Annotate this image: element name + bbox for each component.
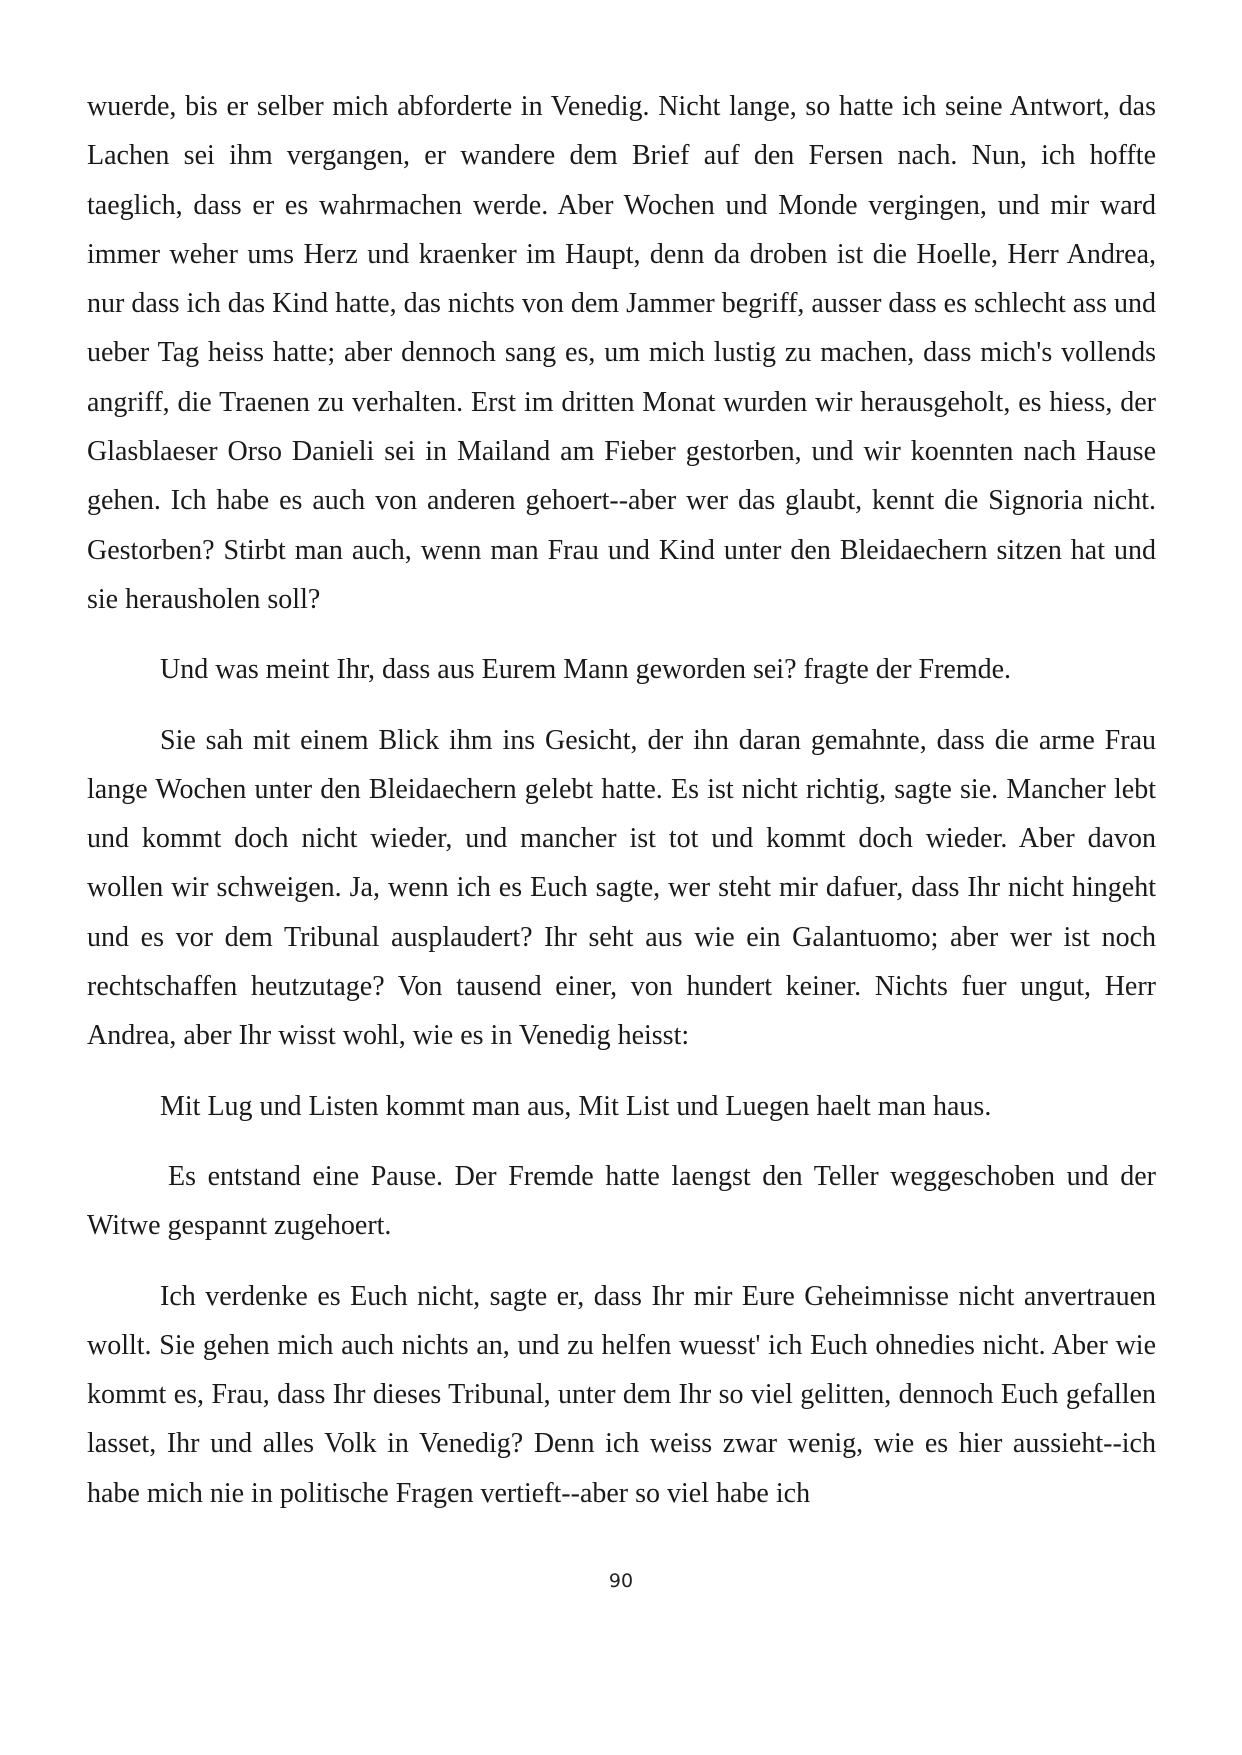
paragraph-4: Es entstand eine Pause. Der Fremde hatte laengst den Teller weggeschoben und der Witwe gespannt zugehoert. bbox=[87, 1160, 1156, 1242]
verse-line: Mit Lug und Listen kommt man aus, Mit List und Luegen haelt man haus. bbox=[160, 1090, 992, 1122]
page-body bbox=[87, 82, 1156, 1518]
page-number: 90 bbox=[608, 1570, 634, 1592]
paragraph-5: Ich verdenke es Euch nicht, sagte er, dass Ihr mir Eure Geheimnisse nicht anvertrauen wollt. Sie gehen mich auch nichts an, und zu helfen wuesst' ich Euch ohnedies nicht. Aber wie kommt es, Frau, dass Ihr dieses Tribunal, unter dem Ihr so viel gelitten, dennoch Euch gefallen lasset, Ihr und alles Volk in Venedig? Denn ich weiss zwar wenig, wie es hier aussieht--ich habe mich nie in politische Fragen vertieft--aber so viel habe ich bbox=[87, 1280, 1156, 1509]
paragraph-2: Und was meint Ihr, dass aus Eurem Mann geworden sei? fragte der Fremde. bbox=[160, 654, 1012, 686]
paragraph-3: Sie sah mit einem Blick ihm ins Gesicht, der ihn daran gemahnte, dass die arme Frau lange Wochen unter den Bleidaechern gelebt hatte. Es ist nicht richtig, sagte sie. Mancher lebt und kommt doch nicht wieder, und mancher ist tot und kommt doch wieder. Aber davon wollen wir schweigen. Ja, wenn ich es Euch sagte, wer steht mir dafuer, dass Ihr nicht hingeht und es vor dem Tribunal ausplaudert? Ihr seht aus wie ein Galantuomo; aber wer ist noch rechtschaffen heutzutage? Von tausend einer, von hundert keiner. Nichts fuer ungut, Herr Andrea, aber Ihr wisst wohl, wie es in Venedig heisst: bbox=[87, 724, 1156, 1052]
paragraph-1: wuerde, bis er selber mich abforderte in Venedig. Nicht lange, so hatte ich seine Antwort, das Lachen sei ihm vergangen, er wandere dem Brief auf den Fersen nach. Nun, ich hoffte taeglich, dass er es wahrmachen werde. Aber Wochen und Monde vergingen, und mir ward immer weher ums Herz und kraenker im Haupt, denn da droben ist die Hoelle, Herr Andrea, nur dass ich das Kind hatte, das nichts von dem Jammer begriff, ausser dass es schlecht ass und ueber Tag heiss hatte; aber dennoch sang es, um mich lustig zu machen, dass mich's vollends angriff, die Traenen zu verhalten. Erst im dritten Monat wurden wir herausgeholt, es hiess, der Glasblaeser Orso Danieli sei in Mailand am Fieber gestorben, und wir koennten nach Hause gehen. Ich habe es auch von anderen gehoert--aber wer das glaubt, kennt die Signoria nicht. Gestorben? Stirbt man auch, wenn man Frau und Kind unter den Bleidaechern sitzen hat und sie herausholen soll? bbox=[87, 91, 1156, 615]
